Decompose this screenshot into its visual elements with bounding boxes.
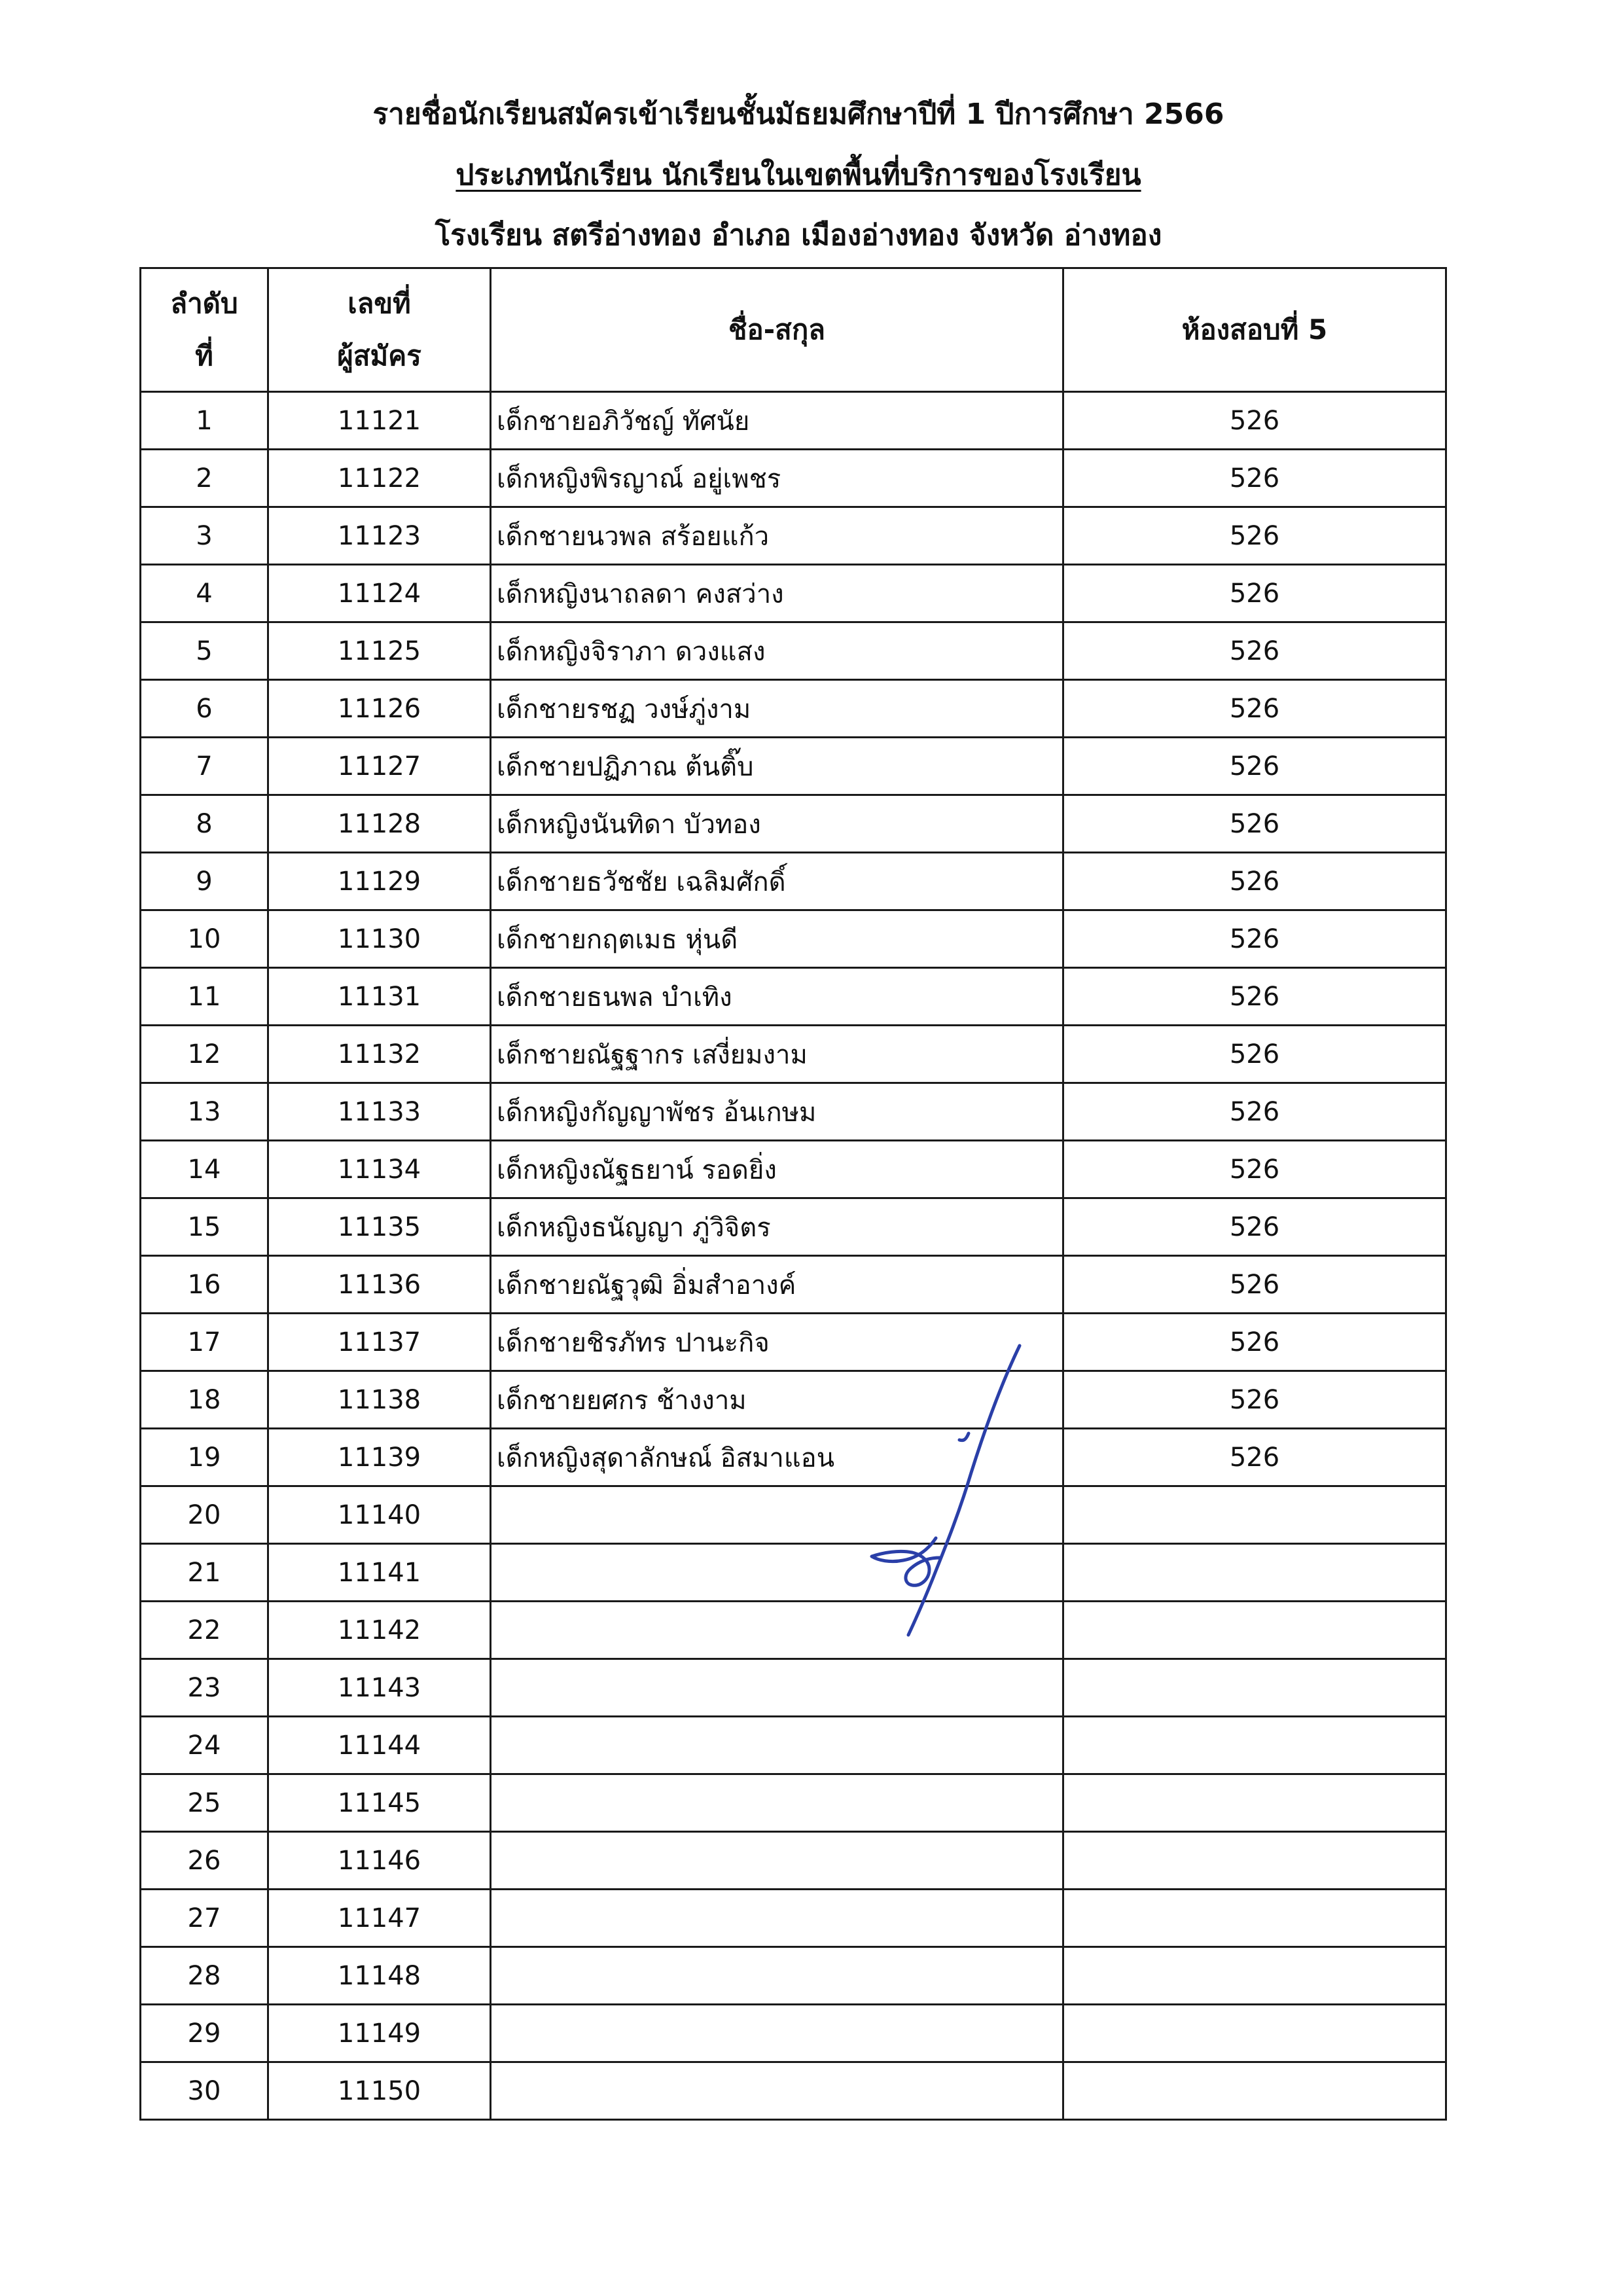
table-row xyxy=(141,795,1446,853)
table-row xyxy=(141,1429,1446,1486)
name-cell xyxy=(491,2062,1063,2120)
applicant-id-cell: 11140 xyxy=(268,1486,491,1544)
name-cell xyxy=(491,1659,1063,1717)
exam-room-cell: 526 xyxy=(1063,450,1446,507)
exam-room-cell: 526 xyxy=(1063,392,1446,450)
table-header-row xyxy=(141,268,1446,392)
table-row xyxy=(141,680,1446,738)
table-row xyxy=(141,1256,1446,1314)
exam-room-cell: 526 xyxy=(1063,795,1446,853)
name-cell xyxy=(491,1890,1063,1947)
exam-room-cell: 526 xyxy=(1063,1198,1446,1256)
order-cell: 15 xyxy=(141,1198,268,1256)
table-row xyxy=(141,910,1446,968)
exam-room-cell xyxy=(1063,2005,1446,2062)
name-cell: เด็กชายธวัชชัย เฉลิมศักดิ์ xyxy=(491,853,1063,910)
order-cell: 26 xyxy=(141,1832,268,1890)
table-row xyxy=(141,1486,1446,1544)
name-cell xyxy=(491,1486,1063,1544)
column-header-name: ชื่อ-สกุล xyxy=(491,268,1063,392)
exam-room-cell: 526 xyxy=(1063,910,1446,968)
table-row xyxy=(141,1832,1446,1890)
applicant-id-cell: 11149 xyxy=(268,2005,491,2062)
applicant-id-cell: 11145 xyxy=(268,1774,491,1832)
order-cell: 9 xyxy=(141,853,268,910)
name-cell: เด็กหญิงณัฐธยาน์ รอดยิ่ง xyxy=(491,1141,1063,1198)
applicant-id-cell: 11123 xyxy=(268,507,491,565)
applicant-id-cell: 11138 xyxy=(268,1371,491,1429)
name-cell: เด็กชายรชฏ วงษ์ภู่งาม xyxy=(491,680,1063,738)
name-cell: เด็กชายนวพล สร้อยแก้ว xyxy=(491,507,1063,565)
column-header-applicant-id-line1: เลขที่ xyxy=(348,287,411,319)
exam-room-cell xyxy=(1063,1717,1446,1774)
order-cell: 18 xyxy=(141,1371,268,1429)
applicant-id-cell: 11136 xyxy=(268,1256,491,1314)
table-row xyxy=(141,2005,1446,2062)
table-row xyxy=(141,1774,1446,1832)
column-header-exam-room: ห้องสอบที่ 5 xyxy=(1063,268,1446,392)
table-row xyxy=(141,1544,1446,1602)
order-cell: 1 xyxy=(141,392,268,450)
applicant-id-cell: 11128 xyxy=(268,795,491,853)
column-header-order xyxy=(141,268,268,392)
order-cell: 30 xyxy=(141,2062,268,2120)
applicant-id-cell: 11141 xyxy=(268,1544,491,1602)
name-cell xyxy=(491,1544,1063,1602)
exam-room-cell xyxy=(1063,1486,1446,1544)
exam-room-cell: 526 xyxy=(1063,1141,1446,1198)
exam-room-cell: 526 xyxy=(1063,1371,1446,1429)
order-cell: 11 xyxy=(141,968,268,1026)
applicant-id-cell: 11142 xyxy=(268,1602,491,1659)
table-row xyxy=(141,853,1446,910)
name-cell: เด็กชายณัฐวุฒิ อิ่มสำอางค์ xyxy=(491,1256,1063,1314)
order-cell: 8 xyxy=(141,795,268,853)
applicant-id-cell: 11147 xyxy=(268,1890,491,1947)
order-cell: 4 xyxy=(141,565,268,622)
applicant-id-cell: 11121 xyxy=(268,392,491,450)
order-cell: 28 xyxy=(141,1947,268,2005)
applicant-id-cell: 11132 xyxy=(268,1026,491,1083)
table-row xyxy=(141,1083,1446,1141)
exam-room-cell xyxy=(1063,1832,1446,1890)
table-row xyxy=(141,450,1446,507)
order-cell: 5 xyxy=(141,622,268,680)
order-cell: 23 xyxy=(141,1659,268,1717)
exam-room-cell xyxy=(1063,1947,1446,2005)
applicant-id-cell: 11129 xyxy=(268,853,491,910)
exam-room-cell: 526 xyxy=(1063,968,1446,1026)
table-row xyxy=(141,1890,1446,1947)
exam-room-cell: 526 xyxy=(1063,1026,1446,1083)
name-cell xyxy=(491,1774,1063,1832)
order-cell: 6 xyxy=(141,680,268,738)
exam-room-cell: 526 xyxy=(1063,565,1446,622)
exam-room-cell: 526 xyxy=(1063,1429,1446,1486)
table-row xyxy=(141,1659,1446,1717)
applicant-id-cell: 11137 xyxy=(268,1314,491,1371)
table-row xyxy=(141,1717,1446,1774)
student-type-text: ประเภทนักเรียน นักเรียนในเขตพื้นที่บริการของโรงเรียน xyxy=(455,158,1141,192)
document-title: รายชื่อนักเรียนสมัครเข้าเรียนชั้นมัธยมศึกษาปีที่ 1 ปีการศึกษา 2566 xyxy=(372,98,1224,131)
table-row xyxy=(141,1026,1446,1083)
applicant-id-cell: 11133 xyxy=(268,1083,491,1141)
name-cell: เด็กชายธนพล บำเทิง xyxy=(491,968,1063,1026)
name-cell: เด็กชายณัฐฐากร เสงี่ยมงาม xyxy=(491,1026,1063,1083)
column-header-order-line2: ที่ xyxy=(195,340,213,372)
applicant-id-cell: 11150 xyxy=(268,2062,491,2120)
table-body xyxy=(141,392,1446,2120)
table-row xyxy=(141,622,1446,680)
applicant-id-cell: 11125 xyxy=(268,622,491,680)
applicant-id-cell: 11148 xyxy=(268,1947,491,2005)
table-row xyxy=(141,1314,1446,1371)
name-cell: เด็กหญิงธนัญญา ภู่วิจิตร xyxy=(491,1198,1063,1256)
name-cell: เด็กหญิงกัญญาพัชร อ้นเกษม xyxy=(491,1083,1063,1141)
name-cell: เด็กหญิงจิราภา ดวงแสง xyxy=(491,622,1063,680)
name-cell: เด็กชายอภิวัชญ์ ทัศนัย xyxy=(491,392,1063,450)
table-row xyxy=(141,565,1446,622)
exam-room-cell: 526 xyxy=(1063,507,1446,565)
student-type-line xyxy=(0,156,1597,195)
table-row xyxy=(141,1141,1446,1198)
name-cell xyxy=(491,1717,1063,1774)
table-row xyxy=(141,2062,1446,2120)
column-header-order-line1: ลำดับ xyxy=(170,287,238,319)
exam-room-cell: 526 xyxy=(1063,853,1446,910)
table-row xyxy=(141,1947,1446,2005)
exam-room-cell: 526 xyxy=(1063,622,1446,680)
applicant-id-cell: 11144 xyxy=(268,1717,491,1774)
applicant-id-cell: 11127 xyxy=(268,738,491,795)
exam-room-cell xyxy=(1063,1659,1446,1717)
name-cell: เด็กชายกฤตเมธ หุ่นดี xyxy=(491,910,1063,968)
table-row xyxy=(141,1198,1446,1256)
table-row xyxy=(141,738,1446,795)
exam-room-cell xyxy=(1063,1544,1446,1602)
applicant-id-cell: 11134 xyxy=(268,1141,491,1198)
exam-room-cell: 526 xyxy=(1063,1083,1446,1141)
exam-room-cell xyxy=(1063,1774,1446,1832)
applicant-table xyxy=(139,267,1447,2121)
order-cell: 29 xyxy=(141,2005,268,2062)
order-cell: 17 xyxy=(141,1314,268,1371)
exam-room-cell: 526 xyxy=(1063,1256,1446,1314)
name-cell: เด็กชายปฏิภาณ ต้นติ๊บ xyxy=(491,738,1063,795)
applicant-id-cell: 11130 xyxy=(268,910,491,968)
school-location-line: โรงเรียน สตรีอ่างทอง อำเภอ เมืองอ่างทอง จังหวัด อ่างทอง xyxy=(435,219,1162,252)
order-cell: 24 xyxy=(141,1717,268,1774)
exam-room-cell: 526 xyxy=(1063,738,1446,795)
applicant-id-cell: 11124 xyxy=(268,565,491,622)
name-cell: เด็กหญิงสุดาลักษณ์ อิสมาแอน xyxy=(491,1429,1063,1486)
exam-room-cell xyxy=(1063,1890,1446,1947)
table-row xyxy=(141,392,1446,450)
name-cell: เด็กหญิงพิรญาณ์ อยู่เพชร xyxy=(491,450,1063,507)
order-cell: 27 xyxy=(141,1890,268,1947)
name-cell: เด็กชายชิรภัทร ปานะกิจ xyxy=(491,1314,1063,1371)
exam-room-cell xyxy=(1063,2062,1446,2120)
name-cell xyxy=(491,1602,1063,1659)
table-row xyxy=(141,1602,1446,1659)
order-cell: 19 xyxy=(141,1429,268,1486)
order-cell: 13 xyxy=(141,1083,268,1141)
order-cell: 7 xyxy=(141,738,268,795)
order-cell: 12 xyxy=(141,1026,268,1083)
applicant-id-cell: 11122 xyxy=(268,450,491,507)
table-row xyxy=(141,507,1446,565)
column-header-applicant-id-line2: ผู้สมัคร xyxy=(337,340,421,372)
name-cell: เด็กหญิงนันทิดา บัวทอง xyxy=(491,795,1063,853)
applicant-id-cell: 11126 xyxy=(268,680,491,738)
order-cell: 16 xyxy=(141,1256,268,1314)
table-row xyxy=(141,968,1446,1026)
name-cell xyxy=(491,1947,1063,2005)
order-cell: 10 xyxy=(141,910,268,968)
applicant-id-cell: 11143 xyxy=(268,1659,491,1717)
exam-room-cell: 526 xyxy=(1063,680,1446,738)
exam-room-cell xyxy=(1063,1602,1446,1659)
applicant-id-cell: 11135 xyxy=(268,1198,491,1256)
order-cell: 14 xyxy=(141,1141,268,1198)
name-cell xyxy=(491,2005,1063,2062)
applicant-id-cell: 11146 xyxy=(268,1832,491,1890)
order-cell: 3 xyxy=(141,507,268,565)
order-cell: 25 xyxy=(141,1774,268,1832)
name-cell: เด็กชายยศกร ช้างงาม xyxy=(491,1371,1063,1429)
order-cell: 20 xyxy=(141,1486,268,1544)
order-cell: 21 xyxy=(141,1544,268,1602)
table-row xyxy=(141,1371,1446,1429)
exam-room-cell: 526 xyxy=(1063,1314,1446,1371)
order-cell: 2 xyxy=(141,450,268,507)
applicant-id-cell: 11131 xyxy=(268,968,491,1026)
applicant-id-cell: 11139 xyxy=(268,1429,491,1486)
name-cell xyxy=(491,1832,1063,1890)
order-cell: 22 xyxy=(141,1602,268,1659)
column-header-applicant-id xyxy=(268,268,491,392)
name-cell: เด็กหญิงนาถลดา คงสว่าง xyxy=(491,565,1063,622)
